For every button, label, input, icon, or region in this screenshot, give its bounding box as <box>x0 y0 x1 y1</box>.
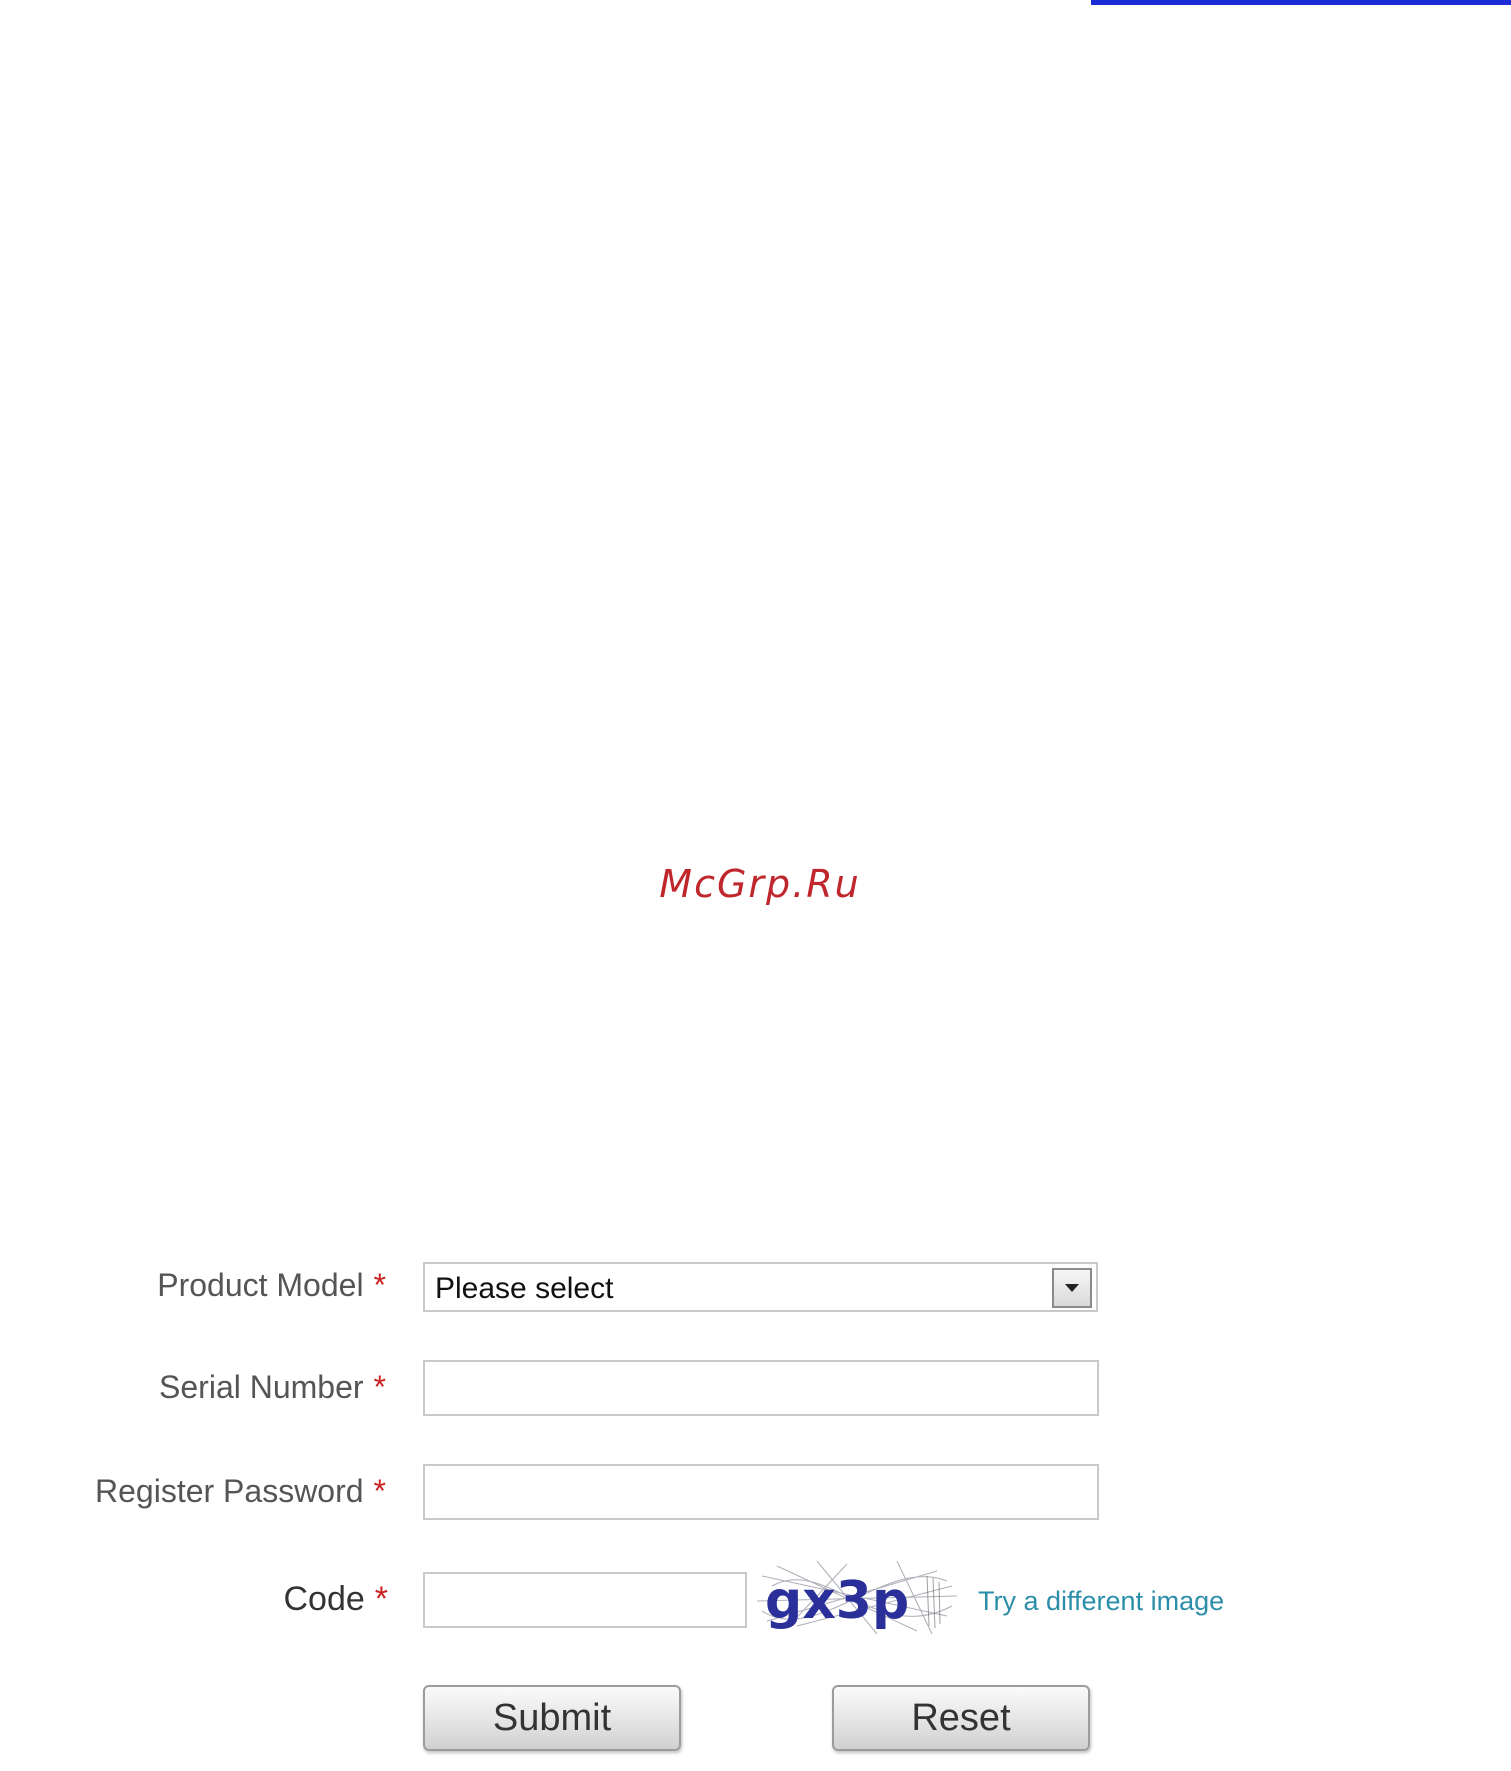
reset-button[interactable]: Reset <box>832 1685 1090 1751</box>
try-different-image-link[interactable]: Try a different image <box>978 1586 1225 1616</box>
required-marker: * <box>374 1580 388 1618</box>
serial-number-label <box>100 1369 386 1406</box>
product-model-select[interactable] <box>423 1262 1098 1312</box>
serial-number-input[interactable] <box>423 1360 1099 1416</box>
code-label <box>200 1580 388 1619</box>
register-password-label <box>60 1473 386 1510</box>
top-accent-line <box>1091 0 1511 5</box>
submit-button[interactable]: Submit <box>423 1685 681 1751</box>
captcha-text: gx3p <box>765 1571 910 1631</box>
register-password-input[interactable] <box>423 1464 1099 1520</box>
code-label-text: Code <box>283 1580 365 1618</box>
required-marker: * <box>373 1473 386 1509</box>
captcha-image <box>757 1556 957 1636</box>
serial-number-label-text: Serial Number <box>159 1369 364 1405</box>
watermark: McGrp.Ru <box>659 862 861 906</box>
code-input[interactable] <box>423 1572 747 1628</box>
product-model-label <box>100 1267 386 1304</box>
required-marker: * <box>373 1267 386 1303</box>
product-model-label-text: Product Model <box>157 1267 364 1303</box>
product-model-selected-value: Please select <box>435 1272 614 1305</box>
required-marker: * <box>373 1369 386 1405</box>
register-password-label-text: Register Password <box>95 1473 364 1509</box>
chevron-down-icon[interactable] <box>1052 1268 1092 1308</box>
